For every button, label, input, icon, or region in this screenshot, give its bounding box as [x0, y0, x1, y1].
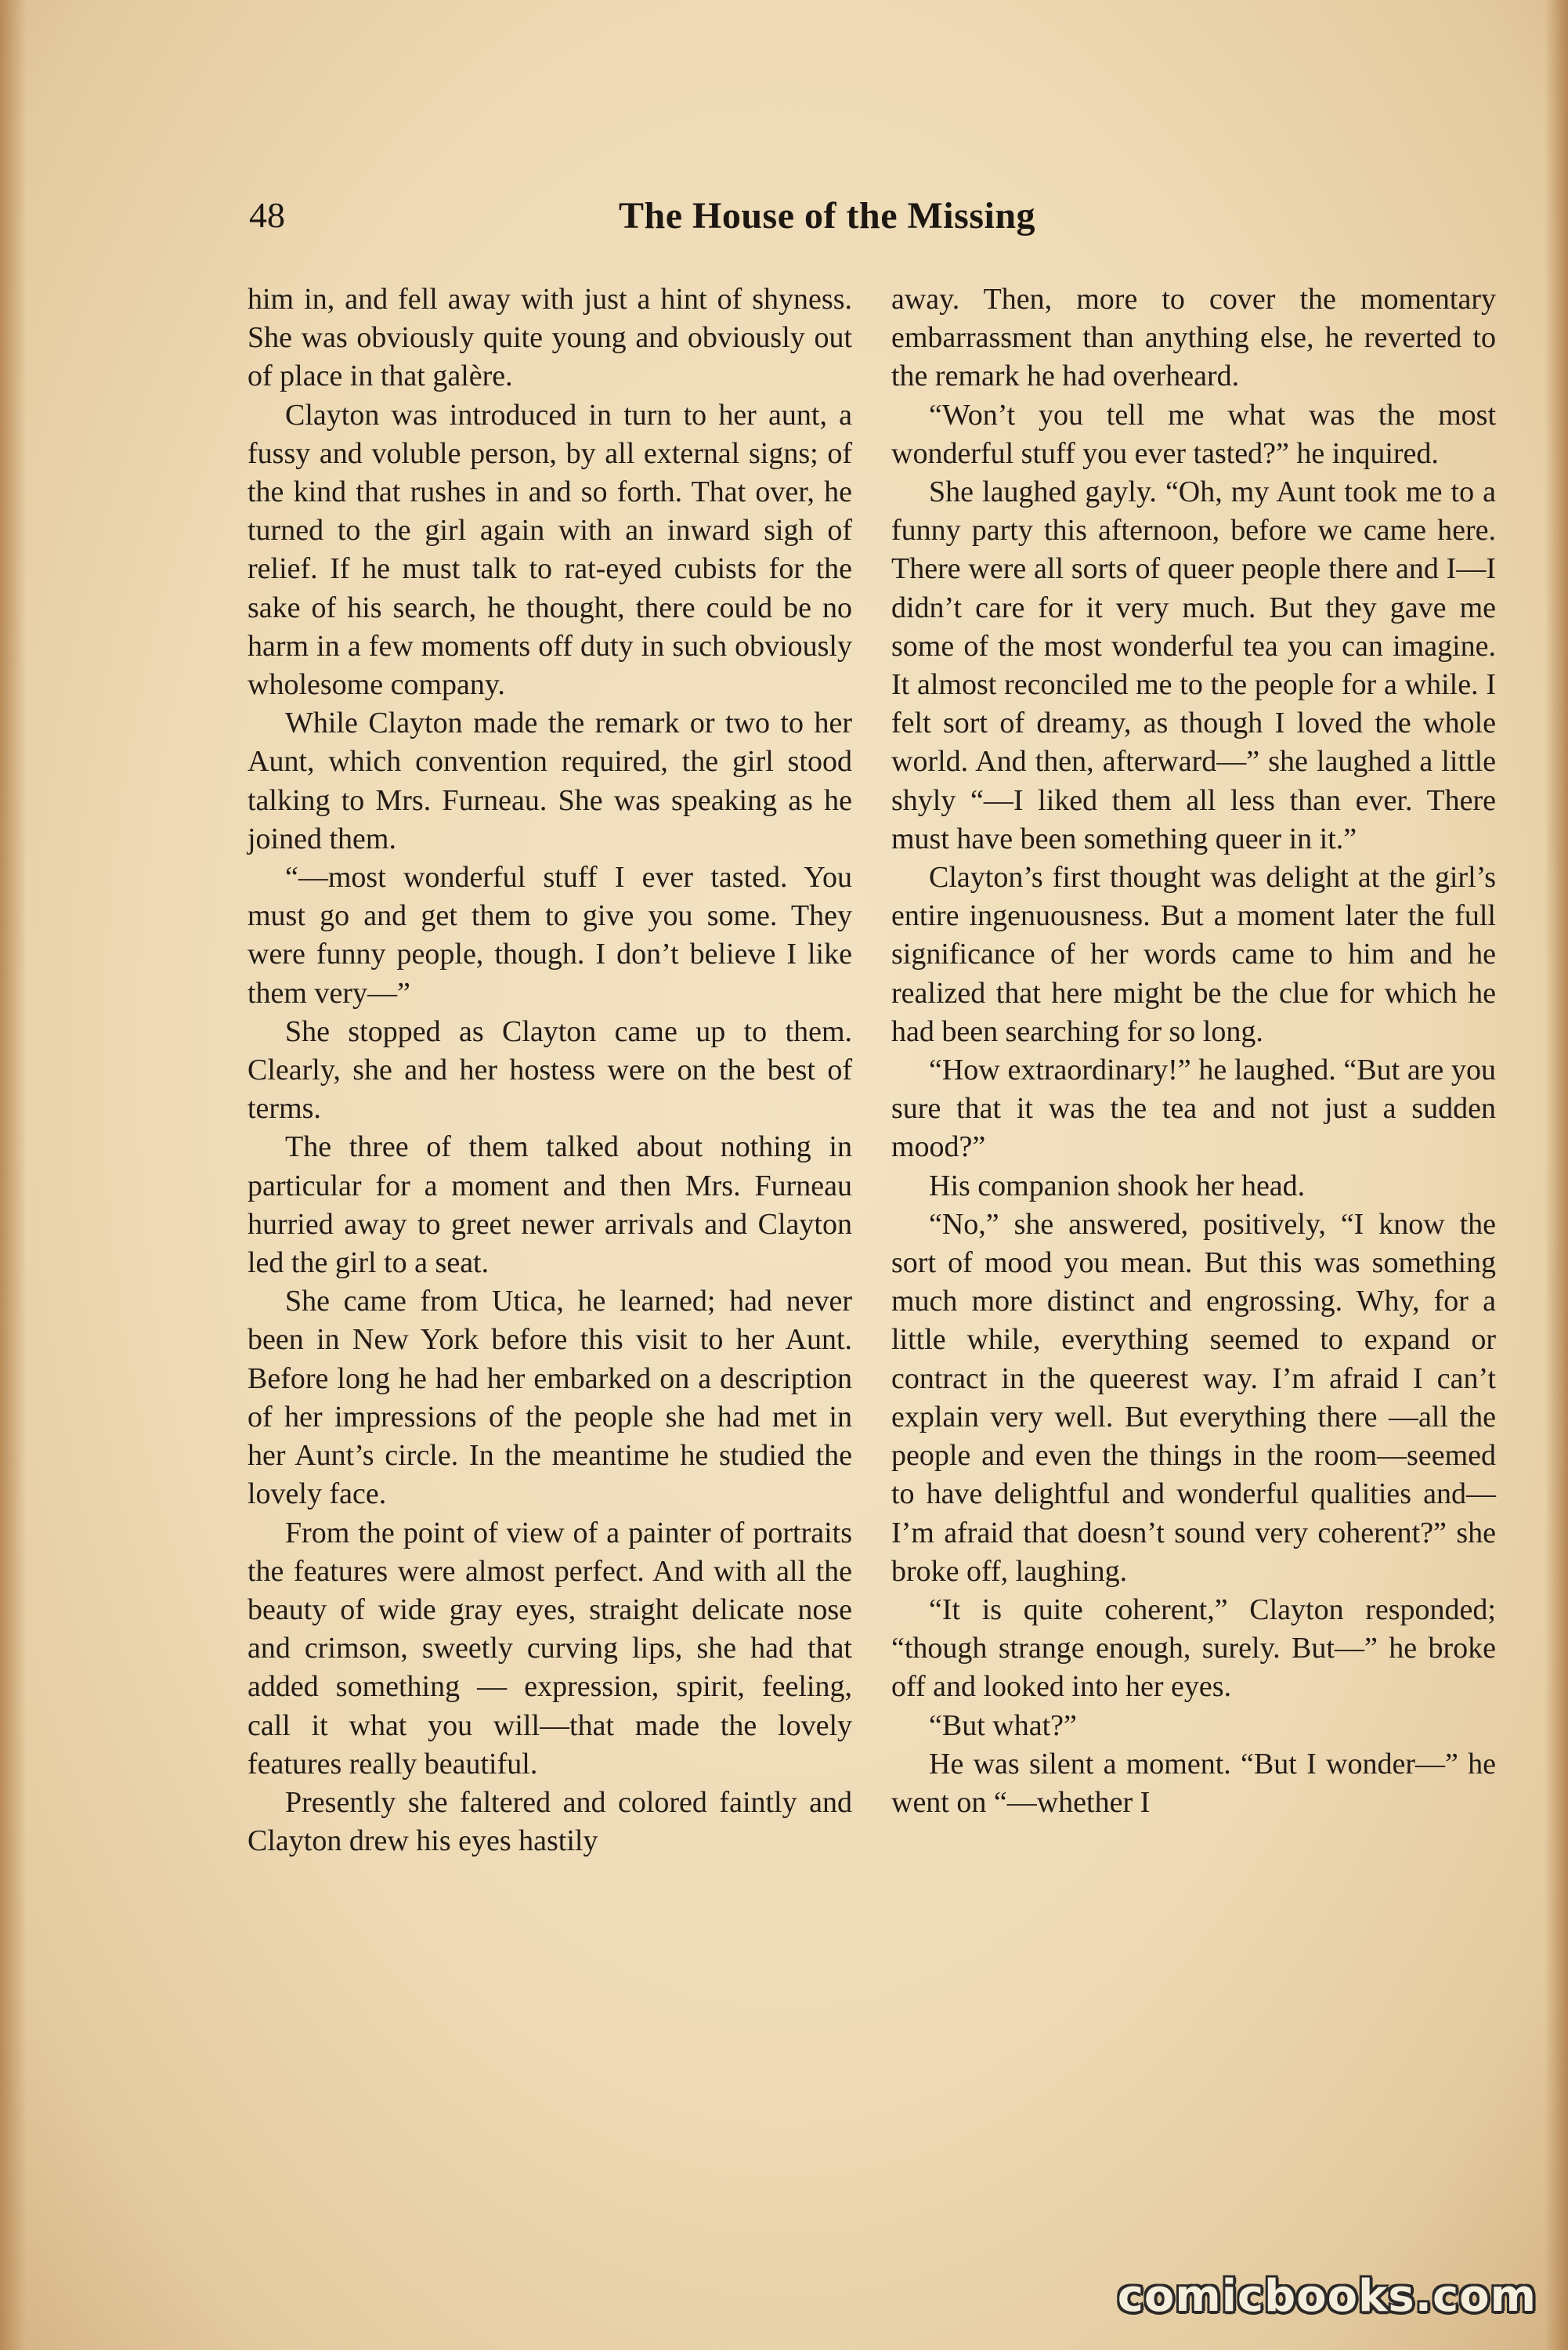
paragraph: He was silent a moment. “But I wonder—” he went on “—whether I	[891, 1747, 1496, 1819]
left-text-column	[247, 280, 852, 1860]
paragraph: Presently she faltered and colored faintly and Clayton drew his eyes hastily	[247, 1785, 852, 1858]
paragraph: “It is quite coherent,” Clayton responded; “though strange enough, surely. But—” he broke off and looked into her eyes.	[891, 1593, 1496, 1704]
paragraph: While Clayton made the remark or two to her Aunt, which convention required, the girl stood talking to Mrs. Furneau. She was speaking as he joined them.	[247, 707, 852, 855]
paragraph: “Won’t you tell me what was the most wonderful stuff you ever tasted?” he inquired.	[891, 398, 1496, 470]
paragraph: “—most wonderful stuff I ever tasted. You must go and get them to give you some. They were funny people, though. I don’t believe I like them very—”	[247, 861, 852, 1010]
paragraph: From the point of view of a painter of portraits the features were almost perfect. And with all the beauty of wide gray eyes, straight delicate nose and crimson, sweetly curving lips, she had that added something — expression, spirit, feeling, call it what you will—that made the lovely features really beautiful.	[247, 1516, 852, 1781]
paragraph: She laughed gayly. “Oh, my Aunt took me to a funny party this afternoon, before we came here. There were all sorts of queer people there and I—I didn’t care for it very much. But they gave me some of the most wonderful tea you can imagine. It almost reconciled me to the people for a while. I felt sort of dreamy, as though I loved the whole world. And then, afterward—” she laughed a little shyly “—I liked them all less than ever. There must have been something queer in it.”	[891, 475, 1496, 855]
running-title: The House of the Missing	[619, 195, 1036, 237]
site-watermark: comicbooks.com	[1117, 2271, 1537, 2322]
paragraph: The three of them talked about nothing in particular for a moment and then Mrs. Furneau hurried away to greet newer arrivals and Clayton led the girl to a seat.	[247, 1130, 852, 1280]
paragraph: “No,” she answered, positively, “I know the sort of mood you mean. But this was something much more distinct and engrossing. Why, for a little while, everything seemed to expand or contract in the queerest way. I’m afraid I can’t explain very well. But everything there —all the people and even the things in the room—seemed to have delightful and wonderful qualities and—I’m afraid that doesn’t sound very coherent?” she broke off, laughing.	[891, 1207, 1496, 1588]
paragraph: away. Then, more to cover the momentary embarrassment than anything else, he reverted to the remark he had overheard.	[891, 283, 1496, 393]
paragraph: His companion shook her head.	[929, 1169, 1306, 1202]
page-edge-shadow-right	[1545, 0, 1568, 2350]
page-edge-shadow-left	[0, 0, 27, 2350]
paragraph: She came from Utica, he learned; had never been in New York before this visit to her Aunt. Before long he had her embarked on a description of her impressions of the people she had met in her Aunt’s circle. In the meantime he studied the lovely face.	[247, 1285, 852, 1511]
paragraph: him in, and fell away with just a hint of shyness. She was obviously quite young and obviously out of place in that galère.	[247, 283, 852, 393]
paragraph: Clayton’s first thought was delight at the girl’s entire ingenuousness. But a moment later the full significance of her words came to him and he realized that here might be the clue for which he had been searching for so long.	[891, 861, 1496, 1048]
paragraph: “But what?”	[929, 1708, 1077, 1742]
paragraph: She stopped as Clayton came up to them. Clearly, she and her hostess were on the best of terms.	[247, 1014, 852, 1126]
paragraph: Clayton was introduced in turn to her aunt, a fussy and voluble person, by all external signs; of the kind that rushes in and so forth. That over, he turned to the girl again with an inward sigh of relief. If he must talk to rat-eyed cubists for the sake of his search, he thought, there could be no harm in a few moments off duty in such obviously wholesome company.	[247, 398, 852, 702]
paragraph: “How extraordinary!” he laughed. “But are you sure that it was the tea and not just a sudden mood?”	[891, 1054, 1496, 1164]
page-number: 48	[249, 195, 285, 235]
right-text-column	[891, 280, 1496, 1822]
